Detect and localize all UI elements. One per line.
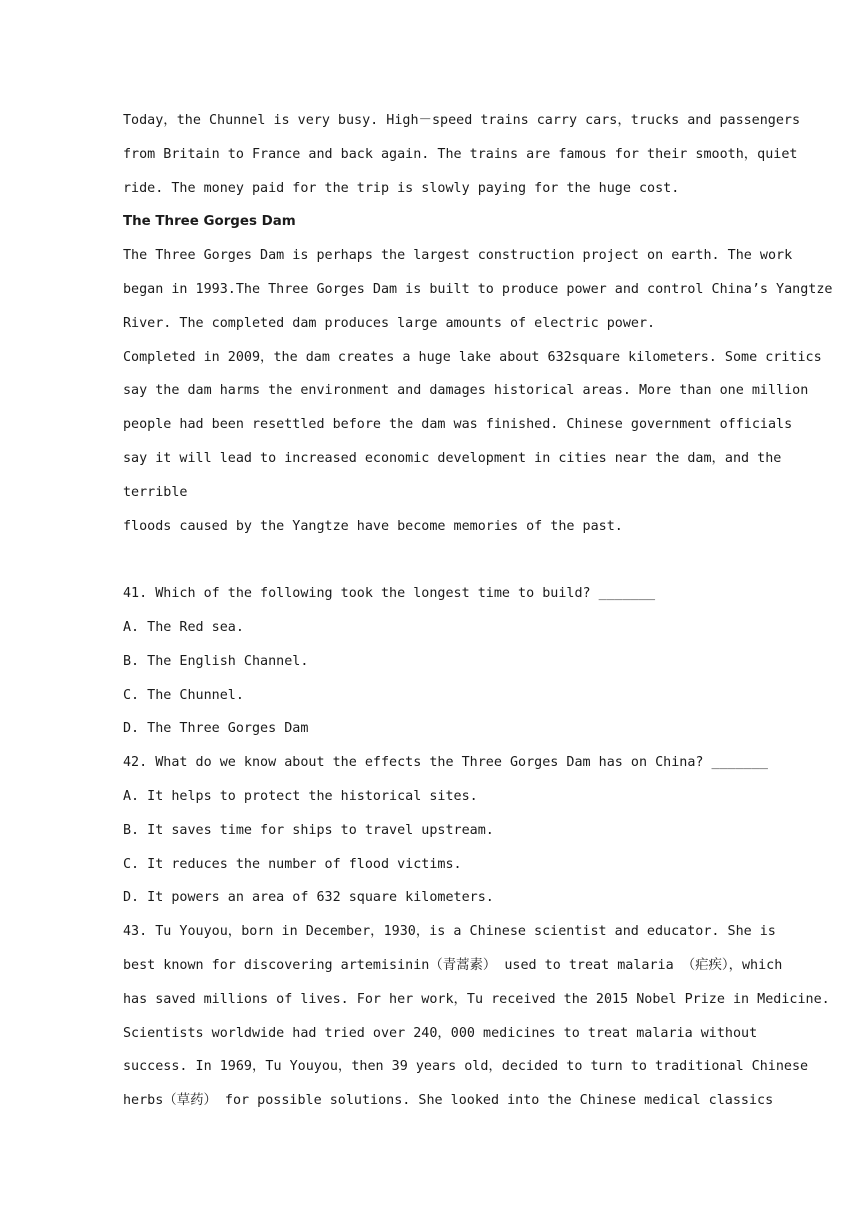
text-line: success. In 1969，Tu Youyou，then 39 years old，decided to turn to traditional Chinese bbox=[123, 1059, 809, 1075]
text-line: Scientists worldwide had tried over 240，000 medicines to treat malaria without bbox=[123, 1025, 758, 1041]
text-line: River. The completed dam produces large amounts of electric power. bbox=[123, 315, 656, 331]
answer-option: B. It saves time for ships to travel upstream. bbox=[123, 822, 494, 838]
question-stem: 42. What do we know about the effects the Three Gorges Dam has on China? _______ bbox=[123, 755, 768, 771]
blank-line bbox=[123, 543, 738, 577]
answer-option: D. It powers an area of 632 square kilometers. bbox=[123, 890, 494, 906]
answer-option: C. The Chunnel. bbox=[123, 687, 244, 703]
answer-option: D. The Three Gorges Dam bbox=[123, 721, 309, 737]
question-stem: 41. Which of the following took the longest time to build? _______ bbox=[123, 586, 656, 602]
question-42 bbox=[123, 746, 768, 915]
text-line: from Britain to France and back again. The trains are famous for their smooth，quiet bbox=[123, 146, 798, 162]
question-41 bbox=[123, 577, 738, 746]
text-line: best known for discovering artemisinin（青蒿素） used to treat malaria （疟疾），which bbox=[123, 957, 783, 973]
text-line: The Three Gorges Dam is perhaps the largest construction project on earth. The work bbox=[123, 248, 793, 264]
text-line: floods caused by the Yangtze have become memories of the past. bbox=[123, 518, 623, 534]
text-line: 43. Tu Youyou，born in December，1930，is a Chinese scientist and educator. She is bbox=[123, 924, 776, 940]
text-line: herbs（草药） for possible solutions. She looked into the Chinese medical classics bbox=[123, 1093, 774, 1109]
passage-q43 bbox=[123, 915, 830, 1118]
text-line: began in 1993.The Three Gorges Dam is built to produce power and control China’s Yangtze bbox=[123, 281, 833, 297]
text-line: ride. The money paid for the trip is slowly paying for the huge cost. bbox=[123, 180, 680, 196]
text-line: people had been resettled before the dam was finished. Chinese government officials bbox=[123, 417, 793, 433]
text-line: say it will lead to increased economic development in cities near the dam，and the bbox=[123, 450, 782, 466]
answer-option: C. It reduces the number of flood victims. bbox=[123, 856, 462, 872]
document-page bbox=[123, 104, 833, 1118]
paragraph-dam-1 bbox=[123, 239, 833, 340]
answer-option: A. The Red sea. bbox=[123, 619, 244, 635]
answer-option: A. It helps to protect the historical sites. bbox=[123, 788, 478, 804]
text-line: terrible bbox=[123, 484, 188, 500]
section-heading: The Three Gorges Dam bbox=[123, 214, 296, 230]
text-line: has saved millions of lives. For her work，Tu received the 2015 Nobel Prize in Medicine. bbox=[123, 991, 830, 1007]
paragraph-chunnel bbox=[123, 104, 801, 205]
text-line: say the dam harms the environment and damages historical areas. More than one million bbox=[123, 383, 809, 399]
paragraph-dam-2 bbox=[123, 341, 822, 544]
text-line: Today，the Chunnel is very busy. High－speed trains carry cars，trucks and passengers bbox=[123, 113, 801, 128]
text-line: Completed in 2009，the dam creates a huge lake about 632square kilometers. Some critics bbox=[123, 349, 822, 365]
answer-option: B. The English Channel. bbox=[123, 653, 309, 669]
